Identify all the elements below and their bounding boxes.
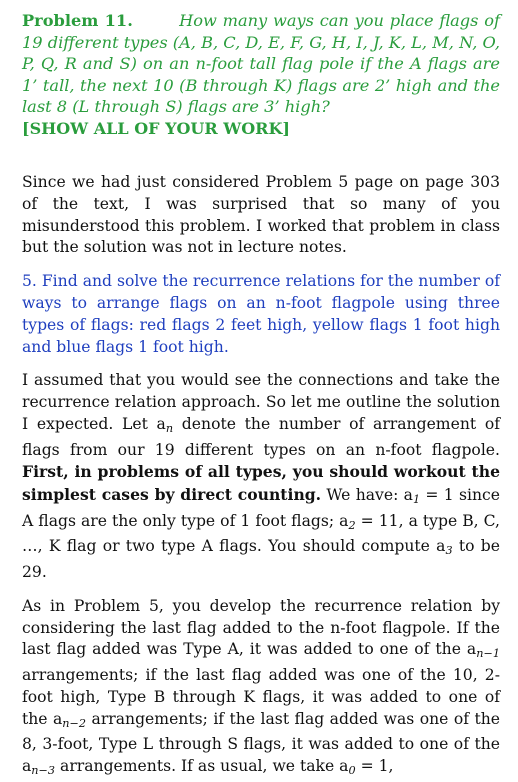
recurrence-text-3: arrangements; if the last flag added was one of the 8, 3-foot, Type L through S flags, it was added to one of the a xyxy=(22,709,500,775)
solution-outline-paragraph xyxy=(22,370,500,583)
outline-text-5: = 11, a type B, C, …, K flag or two type A flags. You should compute a xyxy=(22,511,500,556)
problem-label: Problem 11. xyxy=(22,11,133,30)
outline-subscript-n: n xyxy=(165,421,174,435)
recurrence-text-4: arrangements. If as usual, we take a xyxy=(55,756,349,775)
outline-subscript-2: 2 xyxy=(348,518,356,532)
show-work-instruction: [SHOW ALL OF YOUR WORK] xyxy=(22,118,290,138)
outline-text-2: denote the number of arrangement of flags from our 19 different types on an n-foot flagpole. xyxy=(22,414,500,459)
quoted-problem-5: 5. Find and solve the recurrence relations for the number of ways to arrange flags on an n-foot flagpole using three types of flags: red flags 2 feet high, yellow flags 1 foot high and blue flags 1 foot high. xyxy=(22,272,500,356)
recurrence-subscript-n-1: n−1 xyxy=(476,647,500,661)
problem-question: How many ways can you place flags of 19 different types (A, B, C, D, E, F, G, H, I, J, K, L, M, N, O, P, Q, R and S) on an n-foot tall flag pole if the A flags are 1’ tall, the next 10 (B through K) flags are 2’ high and the last 8 (L through S) flags are 3’ high? xyxy=(22,11,500,116)
recurrence-text-1: As in Problem 5, you develop the recurrence relation by considering the last flag added to the n-foot flagpole. If the last flag added was Type A, it was added to one of the a xyxy=(22,596,500,659)
recurrence-subscript-0: 0 xyxy=(348,763,356,777)
recurrence-subscript-n-2: n−2 xyxy=(62,716,87,730)
outline-text-6: to be 29. xyxy=(22,537,501,581)
outline-subscript-3: 3 xyxy=(445,544,453,558)
outline-text-3: We have: a xyxy=(321,486,413,505)
problem-statement xyxy=(22,10,500,139)
outline-text-1: I assumed that you would see the connections and take the recurrence relation approach. So let me outline the solution I expected. Let a xyxy=(22,371,500,433)
outline-text-4: = 1 since A flags are the only type of 1 foot flags; a xyxy=(22,486,500,530)
outline-bold-advice: First, in problems of all types, you should workout the simplest cases by direct counting. xyxy=(22,462,500,505)
recurrence-text-5: = 1, xyxy=(355,756,394,775)
recurrence-subscript-n-3: n−3 xyxy=(31,763,56,777)
outline-subscript-1: 1 xyxy=(412,492,421,506)
intro-paragraph: Since we had just considered Problem 5 page on page 303 of the text, I was surprised that so many of you misunderstood this problem. I worked that problem in class but the solution was not in lecture notes. xyxy=(22,173,500,257)
recurrence-paragraph xyxy=(22,596,500,782)
recurrence-text-2: arrangements; if the last flag added was one of the 10, 2-foot high, Type B through K flags, it was added to one of the a xyxy=(22,665,500,728)
